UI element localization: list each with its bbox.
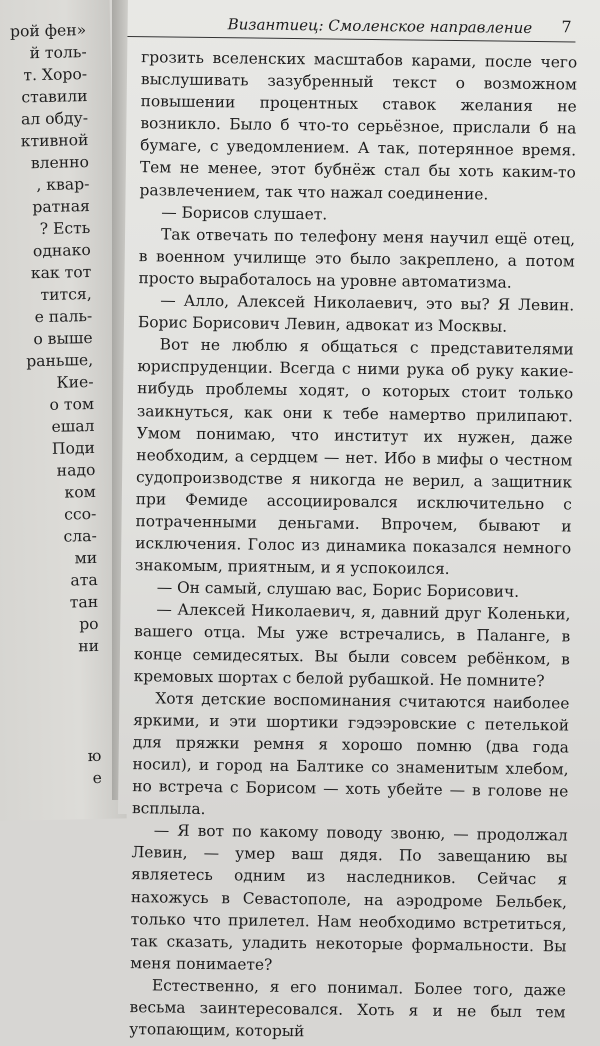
left-page-line: тится, <box>40 284 92 305</box>
left-page-line: однако <box>32 240 91 261</box>
left-page-line: ни <box>78 636 100 656</box>
right-page <box>118 0 600 1041</box>
paragraph: грозить вселенских масштабов карами, после чего выслушивать зазубренный текст о возможном повышении процентных ставок желания не возникло. Было б что-то серьёзное, прислали б на бумаге, с уведомлением. А так, потерянное время. Тем не менее, этот бубнёж стал бы хоть каким-то развлечением, так что нажал соединение. <box>139 48 578 203</box>
left-page-line: й толь- <box>29 43 87 63</box>
left-page-text <box>0 19 102 792</box>
left-page-line: рой фен» <box>9 21 87 41</box>
paragraph: — Борисов слушает. <box>161 203 328 224</box>
paragraph: — Алло, Алексей Николаевич, это вы? Я Левин. Борис Борисович Левин, адвокат из Москвы. <box>137 291 575 336</box>
left-page-line: о выше <box>33 328 93 349</box>
left-page-line: ? Есть <box>39 218 91 239</box>
left-page-line: ми <box>74 548 98 568</box>
left-page-line: ю <box>87 746 102 766</box>
left-page-line: ссо- <box>63 504 97 524</box>
page-header <box>127 6 575 42</box>
left-page-line: ал обду- <box>20 109 89 129</box>
left-page-line: надо <box>56 460 96 480</box>
left-page-line: ешал <box>51 416 95 436</box>
left-page-line: т. Хоро- <box>23 65 88 85</box>
left-page-line: как тот <box>30 262 92 283</box>
paragraph: — Он самый, слушаю вас, Борис Борисович. <box>156 578 520 602</box>
left-page-line: ата <box>70 570 98 590</box>
left-page-line <box>0 657 100 682</box>
left-page-line <box>0 679 100 704</box>
left-page-line: о том <box>49 394 95 414</box>
left-page-line: , квар- <box>36 175 90 195</box>
paragraph: Естественно, я его понимал. Более того, даже весьма заинтересовался. Хоть я и не был тем утопающим, который <box>129 976 566 1041</box>
left-page-line: ставили <box>21 87 88 107</box>
left-page-line: ро <box>79 614 99 634</box>
paragraph: Так отвечать по телефону меня научил ещё отец, в военном училище это было закреплено, а потом просто выработалось на уровне автоматизма. <box>138 225 576 292</box>
left-page-line: ком <box>64 482 97 502</box>
body-text <box>129 46 577 1045</box>
left-page-line: е паль- <box>34 306 93 327</box>
paragraph: — Я вот по какому поводу звоню, — продолжал Левин, — умер ваш дядя. По завещанию вы являетесь одним из наследников. Сейчас я нахожусь в Севастополе, на аэродроме Бельбек, только что прилетел. Нам необходимо встретиться, так сказать, уладить некоторые формальности. Вы меня понимаете? <box>130 821 568 974</box>
left-page-line <box>0 701 101 726</box>
left-page-line: Кие- <box>56 372 94 392</box>
page-number: 7 <box>561 17 572 37</box>
paragraph: — Алексей Николаевич, я, давний друг Коленьки, вашего отца. Мы уже встречались, в Паланге, в конце семидесятых. Вы были совсем ребёнком, в кремовых шортах с белой рубашкой. Не помните? <box>133 600 571 690</box>
left-page-line: ктивной <box>20 131 89 151</box>
left-page-line: е <box>92 768 103 788</box>
left-page-line: Поди <box>51 438 96 458</box>
running-title: Византиец: Смоленское направление <box>227 15 533 37</box>
left-page-line: тан <box>69 592 99 612</box>
left-page-line: сла- <box>63 526 97 546</box>
left-page-line: вленно <box>30 153 90 173</box>
left-page <box>0 0 127 821</box>
left-page-line: раньше, <box>26 350 94 371</box>
left-page-line: ратная <box>32 196 91 217</box>
paragraph: Хотя детские воспоминания считаются наиболее яркими, и эти шортики гэдээровские с петелькой для пряжки ремня я хорошо помню (два года носил), и город на Балтике со знаменитым хлебом, но встреча с Борисом — хоть убейте — в голове не всплыла. <box>131 689 570 819</box>
left-page-line <box>0 723 101 748</box>
paragraph: Вот не люблю я общаться с представителями юриспруденции. Всегда с ними рука об руку какие-нибудь проблемы ходят, о которых стоит только заикнуться, как они к тебе намертво прилипают. Умом понимаю, что институт их нужен, даже необходим, а сердцем — нет. Ибо в мифы о честном судопроизводстве я никогда не верил, а защитник при Фемиде ассоциировался исключительно с потраченными деньгами. Впрочем, бывают и исключения. Голос из динамика показался немного знакомым, приятным, и я успокоился. <box>134 335 574 579</box>
